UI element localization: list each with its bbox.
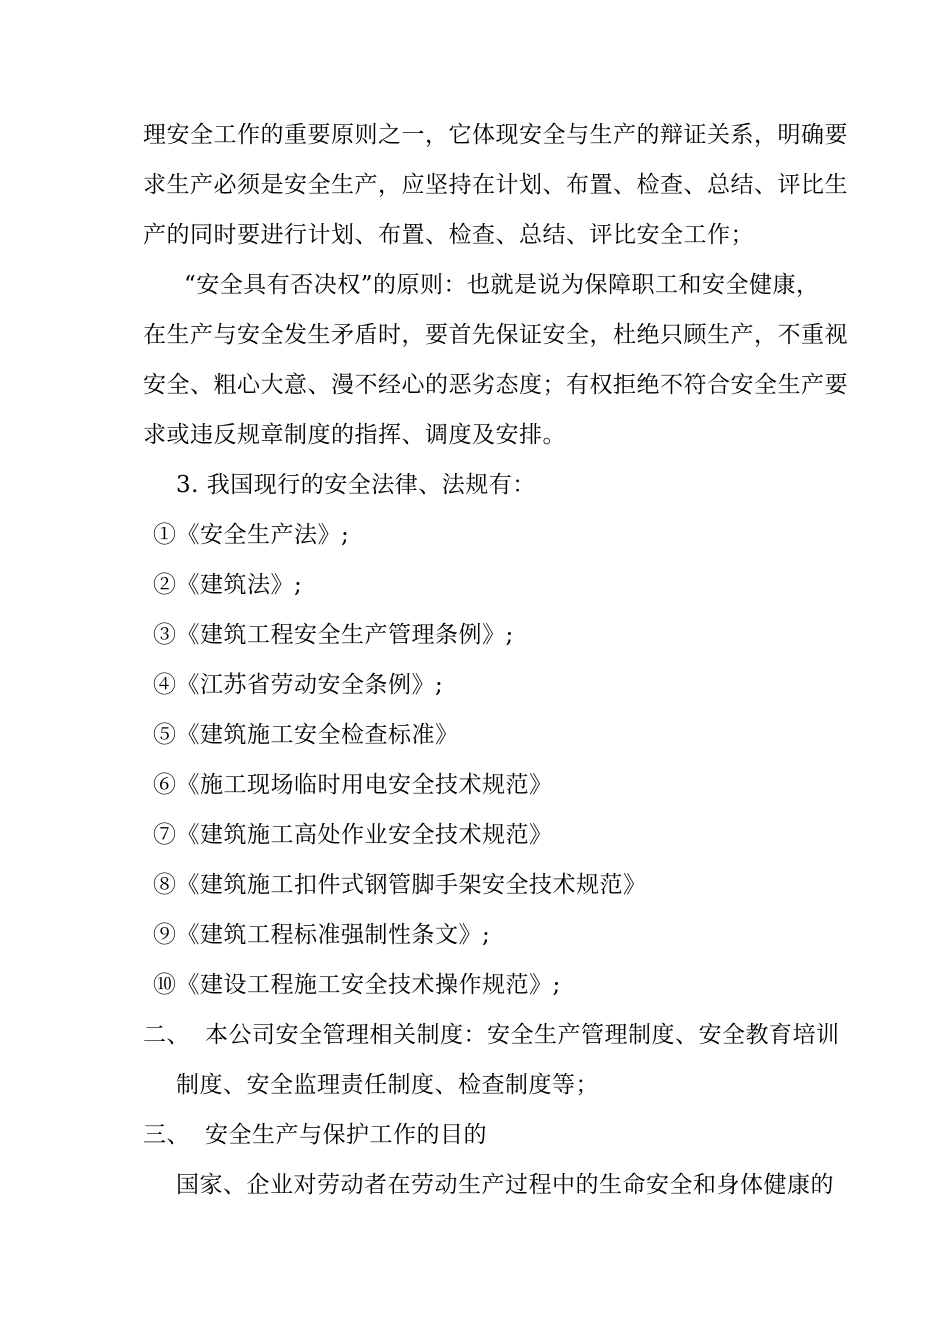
- section-two-heading: [143, 1020, 840, 1050]
- paragraph-2-line-3: 安全、粗心大意、漫不经心的恶劣态度；有权拒绝不符合安全生产要: [143, 372, 848, 398]
- section-two-number: 二、: [143, 1022, 190, 1048]
- law-list-item: ⑨《建筑工程标准强制性条文》;: [153, 922, 491, 948]
- paragraph-2-line-1: “安全具有否决权”的原则：也就是说为保障职工和安全健康，: [184, 272, 820, 298]
- last-paragraph-line-1: 国家、企业对劳动者在劳动生产过程中的生命安全和身体健康的: [176, 1172, 834, 1198]
- law-list-item: ④《江苏省劳动安全条例》;: [153, 672, 444, 698]
- section-3-heading: 3. 我国现行的安全法律、法规有：: [176, 472, 536, 498]
- law-list-item: ②《建筑法》;: [153, 572, 303, 598]
- law-list-item: ⑧《建筑施工扣件式钢管脚手架安全技术规范》: [153, 872, 647, 898]
- paragraph-1-line-3: 产的同时要进行计划、布置、检查、总结、评比安全工作；: [143, 222, 754, 248]
- section-two-line-1: 本公司安全管理相关制度：安全生产管理制度、安全教育培训: [205, 1022, 840, 1048]
- law-list-item: ①《安全生产法》;: [153, 522, 350, 548]
- law-list-item: ③《建筑工程安全生产管理条例》;: [153, 622, 514, 648]
- section-three-heading: [143, 1120, 487, 1150]
- paragraph-1-line-1: 理安全工作的重要原则之一，它体现安全与生产的辩证关系，明确要: [143, 122, 848, 148]
- paragraph-2-line-2: 在生产与安全发生矛盾时，要首先保证安全，杜绝只顾生产，不重视: [143, 322, 848, 348]
- paragraph-1-line-2: 求生产必须是安全生产，应坚持在计划、布置、检查、总结、评比生: [143, 172, 848, 198]
- section-two-line-2: 制度、安全监理责任制度、检查制度等；: [176, 1072, 599, 1098]
- law-list-item: ⑤《建筑施工安全检查标准》: [153, 722, 459, 748]
- section-three-title: 安全生产与保护工作的目的: [205, 1122, 487, 1148]
- section-three-number: 三、: [143, 1122, 190, 1148]
- law-list-item: ⑦《建筑施工高处作业安全技术规范》: [153, 822, 553, 848]
- law-list-item: ⑥《施工现场临时用电安全技术规范》: [153, 772, 553, 798]
- paragraph-2-line-4: 求或违反规章制度的指挥、调度及安排。: [143, 422, 566, 448]
- law-list-item: ⑩《建设工程施工安全技术操作规范》;: [153, 972, 561, 998]
